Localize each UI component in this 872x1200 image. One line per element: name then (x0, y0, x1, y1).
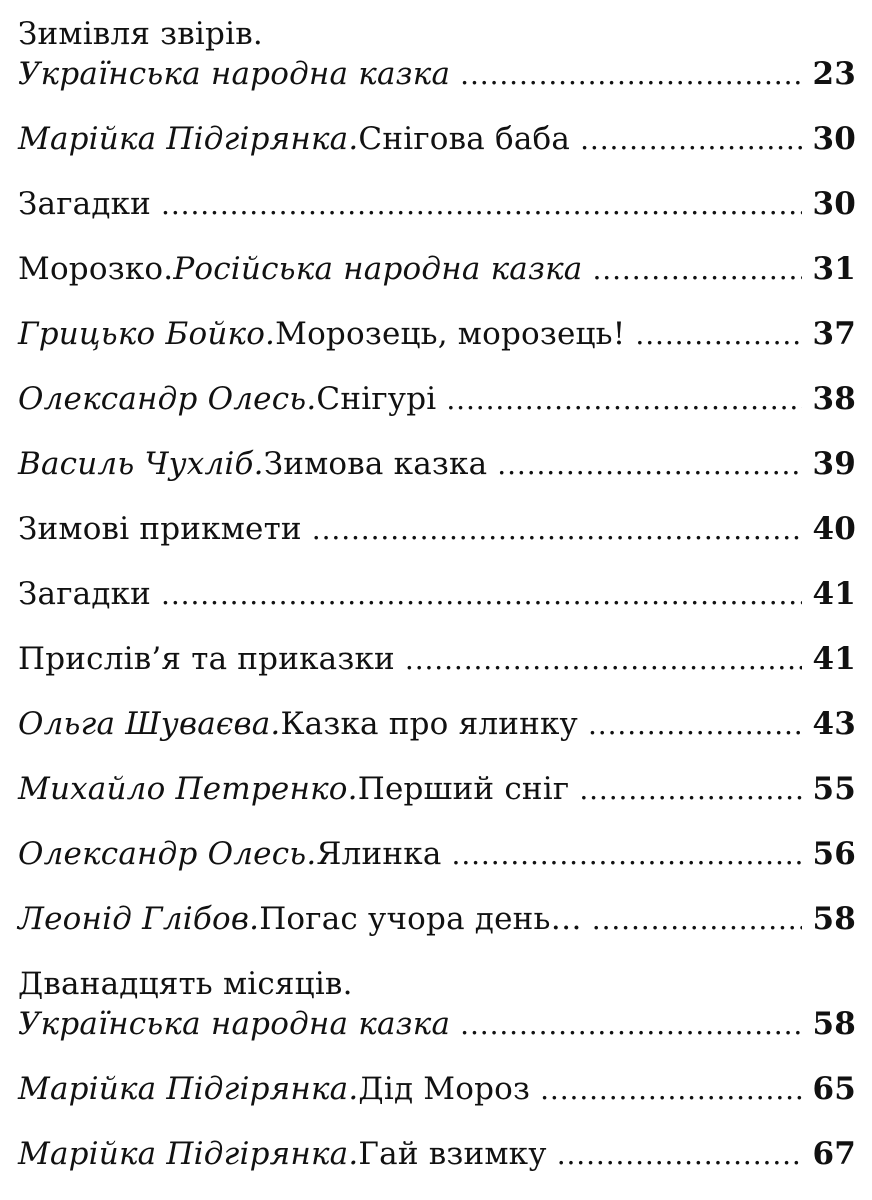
dot-leader (312, 510, 802, 550)
entry-author: Василь Чухліб. (18, 446, 264, 482)
entry-title: Загадки (18, 576, 152, 612)
entry-subtitle: Українська народна казка (18, 56, 451, 92)
page-number: 65 (812, 1071, 856, 1107)
toc-entry-morozets[interactable] (18, 314, 856, 355)
entry-title: Гай взимку (358, 1136, 547, 1172)
entry-title: Погас учора день… (259, 901, 582, 937)
page-number: 58 (812, 1006, 856, 1042)
toc-entry-pryslivia[interactable] (18, 639, 856, 680)
toc-entry-snihova-baba[interactable] (18, 119, 856, 160)
page-number: 23 (812, 56, 856, 92)
dot-leader (579, 770, 802, 810)
entry-title: Морозко. (18, 251, 174, 287)
toc-entry-morozko[interactable] (18, 249, 856, 290)
dot-leader (540, 1070, 802, 1110)
entry-subtitle-line (18, 54, 856, 95)
entry-subtitle-line (18, 1004, 856, 1045)
page-number: 55 (812, 771, 856, 807)
page-number: 56 (812, 836, 856, 872)
toc-entry-pohas-uchora-den[interactable] (18, 899, 856, 940)
page-number: 67 (812, 1136, 856, 1172)
entry-title: Дід Мороз (358, 1071, 531, 1107)
toc-entry-hai-vzymku[interactable] (18, 1134, 856, 1175)
toc-entry-zymova-kazka[interactable] (18, 444, 856, 485)
entry-subtitle: Українська народна казка (18, 1006, 451, 1042)
dot-leader (580, 120, 802, 160)
dot-leader (452, 835, 802, 875)
page-number: 40 (812, 511, 856, 547)
toc-entry-zahadky-1[interactable] (18, 184, 856, 225)
dot-leader (161, 185, 802, 225)
page-number: 39 (812, 446, 856, 482)
entry-author: Марійка Підгірянка. (18, 1071, 359, 1107)
entry-title: Морозець, морозець! (275, 316, 626, 352)
entry-author: Ольга Шуваєва. (18, 706, 281, 742)
entry-title: Зимові прикмети (18, 511, 302, 547)
dot-leader (635, 315, 802, 355)
dot-leader (161, 575, 802, 615)
entry-author: Олександр Олесь. (18, 381, 317, 417)
entry-title: Дванадцять місяців. (18, 966, 353, 1002)
toc-entry-zymivlia-zviriv[interactable] (18, 14, 856, 95)
toc-entry-zahadky-2[interactable] (18, 574, 856, 615)
toc-entry-kazka-pro-yalynku[interactable] (18, 704, 856, 745)
dot-leader (460, 1005, 802, 1045)
entry-title: Снігурі (316, 381, 437, 417)
entry-title: Загадки (18, 186, 152, 222)
entry-subtitle: Російська народна казка (173, 251, 583, 287)
entry-author: Марійка Підгірянка. (18, 121, 359, 157)
entry-title: Прислів’я та приказки (18, 641, 395, 677)
dot-leader (592, 900, 802, 940)
dot-leader (460, 55, 802, 95)
page-number: 58 (812, 901, 856, 937)
entry-author: Михайло Петренко. (18, 771, 358, 807)
entry-author: Леонід Глібов. (18, 901, 260, 937)
entry-title: Зимова казка (263, 446, 488, 482)
entry-title: Ялинка (316, 836, 442, 872)
entry-author: Грицько Бойко. (18, 316, 276, 352)
entry-title: Зимівля звірів. (18, 16, 263, 52)
dot-leader (593, 250, 803, 290)
toc-entry-dvanadtsiat-misiatsiv[interactable] (18, 964, 856, 1045)
page-number: 38 (812, 381, 856, 417)
dot-leader (446, 380, 802, 420)
toc-entry-snihuri[interactable] (18, 379, 856, 420)
page-number: 43 (812, 706, 856, 742)
page-number: 31 (812, 251, 856, 287)
dot-leader (497, 445, 802, 485)
entry-author: Олександр Олесь. (18, 836, 317, 872)
toc-entry-did-moroz[interactable] (18, 1069, 856, 1110)
page-number: 30 (812, 121, 856, 157)
dot-leader (405, 640, 802, 680)
page-number: 30 (812, 186, 856, 222)
page-number: 41 (812, 641, 856, 677)
toc-entry-pershyi-snih[interactable] (18, 769, 856, 810)
entry-title: Снігова баба (358, 121, 571, 157)
page-number: 41 (812, 576, 856, 612)
entry-title: Перший сніг (357, 771, 570, 807)
page-number: 37 (812, 316, 856, 352)
entry-title: Казка про ялинку (280, 706, 578, 742)
toc-entry-yalynka[interactable] (18, 834, 856, 875)
dot-leader (588, 705, 802, 745)
entry-author: Марійка Підгірянка. (18, 1136, 359, 1172)
dot-leader (557, 1135, 802, 1175)
toc-entry-zymovi-prykmety[interactable] (18, 509, 856, 550)
